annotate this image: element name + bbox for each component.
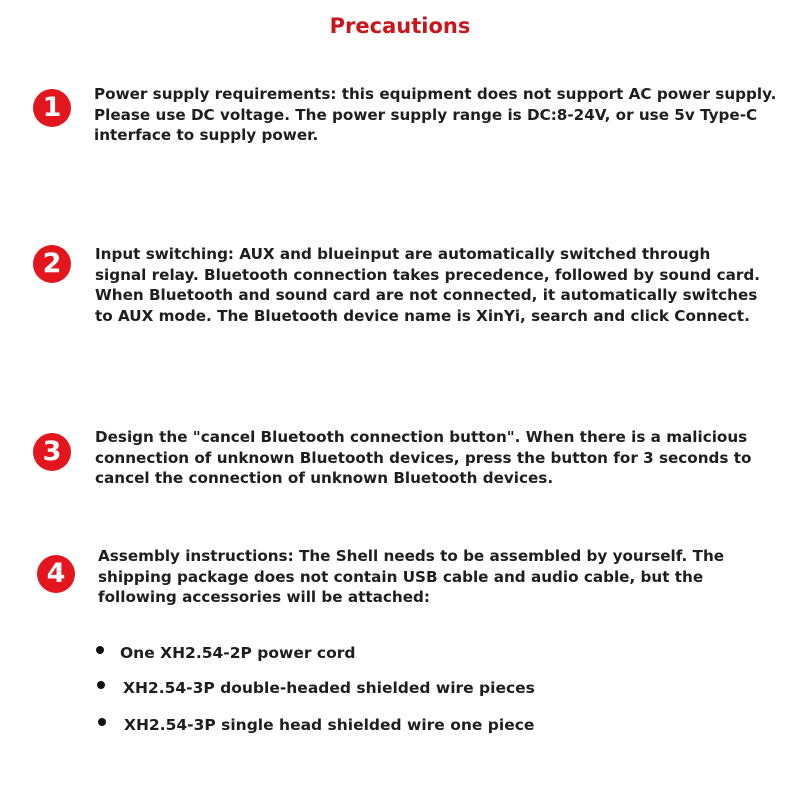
text-line: Design the "cancel Bluetooth connection button". When there is a malicious	[95, 428, 748, 446]
accessory-label: One XH2.54-2P power cord	[120, 644, 356, 662]
text-line: following accessories will be attached:	[98, 588, 430, 606]
number-badge-4: 4	[37, 555, 75, 593]
precaution-text-2	[95, 244, 760, 326]
text-line: shipping package does not contain USB cable and audio cable, but the	[98, 567, 704, 586]
text-line: signal relay. Bluetooth connection takes precedence, followed by sound card.	[95, 265, 760, 284]
accessory-label: XH2.54-3P single head shielded wire one piece	[124, 716, 535, 734]
text-line: cancel the connection of unknown Bluetooth devices.	[95, 469, 554, 487]
text-line: Please use DC voltage. The power supply range is DC:8-24V, or use 5v Type-C	[94, 105, 758, 124]
text-line: to AUX mode. The Bluetooth device name is XinYi, search and click Connect.	[95, 306, 750, 325]
precaution-text-3	[95, 427, 751, 489]
number-badge-3: 3	[33, 433, 71, 471]
bullet-icon	[96, 646, 104, 654]
bullet-icon	[98, 718, 106, 726]
text-line: Power supply requirements: this equipment does not support AC power supply.	[94, 85, 777, 103]
list-item	[97, 679, 597, 699]
precaution-text-1	[94, 84, 776, 146]
list-item	[98, 716, 598, 736]
text-line: Input switching: AUX and blueinput are automatically switched through	[95, 245, 711, 263]
text-line: When Bluetooth and sound card are not connected, it automatically switches	[95, 286, 758, 304]
accessory-label: XH2.54-3P double-headed shielded wire pieces	[123, 679, 535, 697]
page-title: Precautions	[329, 14, 471, 38]
list-item	[96, 644, 496, 664]
text-line: connection of unknown Bluetooth devices, press the button for 3 seconds to	[95, 448, 752, 467]
precaution-text-4	[98, 546, 724, 608]
number-badge-2: 2	[33, 245, 71, 283]
text-line: Assembly instructions: The Shell needs to be assembled by yourself. The	[98, 547, 725, 565]
text-line: interface to supply power.	[94, 126, 319, 144]
bullet-icon	[97, 681, 105, 689]
number-badge-1: 1	[33, 89, 71, 127]
